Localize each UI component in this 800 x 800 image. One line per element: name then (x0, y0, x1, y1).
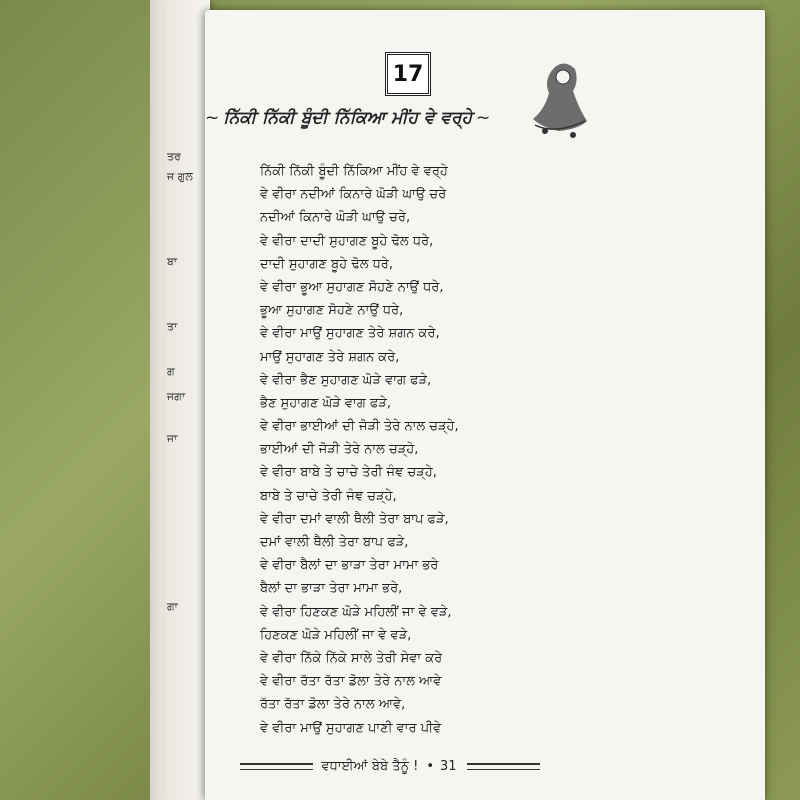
poem-title (205, 108, 525, 128)
left-page-text: ਜ ਗੁਲ (167, 170, 193, 183)
verse-line: ਬੈਲਾਂ ਦਾ ਭਾੜਾ ਤੇਰਾ ਮਾਮਾ ਭਰੇ, (260, 581, 403, 597)
verse-line: ਦਾਦੀ ਸੁਹਾਗਣ ਬੂਹੇ ਢੋਲ ਧਰੇ, (260, 256, 393, 272)
verse-line: ਬਾਬੇ ਤੇ ਚਾਚੇ ਤੇਰੀ ਜੰਞ ਚੜ੍ਹੇ, (260, 488, 397, 504)
page-number: 31 (440, 758, 457, 774)
verse-line: ਵੇ ਵੀਰਾ ਭੈਣ ਸੁਹਾਗਣ ਘੋੜੇ ਵਾਗ ਫੜੇ, (260, 372, 432, 388)
verse-line: ਨਿੱਕੀ ਨਿੱਕੀ ਬੂੰਦੀ ਨਿੱਕਿਆ ਮੀਂਹ ਵੇ ਵਰ੍ਹੇ (260, 164, 448, 179)
footer-rule-left (240, 763, 313, 770)
left-page-text: ਜਗਾ (167, 390, 185, 403)
verse-line: ਵੇ ਵੀਰਾ ਦਮਾਂ ਵਾਲੀ ਥੈਲੀ ਤੇਰਾ ਬਾਪ ਫੜੇ, (260, 511, 449, 527)
verse-line: ਹਿਣਕਣ ਘੋੜੇ ਮਹਿਲੀਂ ਜਾ ਵੇ ਵੜੇ, (260, 627, 412, 643)
left-page-text: ਗ (167, 365, 175, 378)
verse-line: ਭਾਈਆਂ ਦੀ ਜੋੜੀ ਤੇਰੇ ਨਾਲ ਚੜ੍ਹੇ, (260, 442, 419, 458)
verse-line: ਵੇ ਵੀਰਾ ਮਾਉਂ ਸੁਹਾਗਣ ਪਾਣੀ ਵਾਰ ਪੀਵੇ (260, 720, 442, 736)
verse-line: ਭੈਣ ਸੁਹਾਗਣ ਘੋੜੇ ਵਾਗ ਫੜੇ, (260, 395, 392, 411)
left-page-text: ਜਾ (167, 432, 178, 445)
verse-line: ਵੇ ਵੀਰਾ ਨਿੱਕੇ ਨਿੱਕੇ ਸਾਲੇ ਤੇਰੀ ਸੇਵਾ ਕਰੇ (260, 650, 443, 666)
footer-bullet: • (426, 758, 435, 774)
verse-line: ਮਾਉਂ ਸੁਹਾਗਣ ਤੇਰੇ ਸ਼ਗਨ ਕਰੇ, (260, 349, 400, 365)
woman-illustration-icon (525, 55, 595, 145)
chapter-number-box (385, 52, 431, 96)
footer-rule-right (467, 763, 540, 770)
verse-line: ਵੇ ਵੀਰਾ ਨਦੀਆਂ ਕਿਨਾਰੇ ਘੋੜੀ ਘਾਉ ਚਰੇ (260, 187, 447, 203)
left-page-text: ਬਾ (167, 255, 178, 268)
verse-line: ਵੇ ਵੀਰਾ ਮਾਉਂ ਸੁਹਾਗਣ ਤੇਰੇ ਸ਼ਗਨ ਕਰੇ, (260, 326, 440, 342)
title-left-flourish: ~ (205, 108, 220, 128)
verse-line: ਵੇ ਵੀਰਾ ਹਿਣਕਣ ਘੋੜੇ ਮਹਿਲੀਂ ਜਾ ਵੇ ਵੜੇ, (260, 604, 452, 620)
left-page-text: ਗਾ (167, 600, 178, 613)
verse-line: ਦਮਾਂ ਵਾਲੀ ਥੈਲੀ ਤੇਰਾ ਬਾਪ ਫੜੇ, (260, 535, 409, 550)
verse-line: ਰੱਤਾ ਰੱਤਾ ਡੋਲਾ ਤੇਰੇ ਨਾਲ ਆਵੇ, (260, 697, 406, 713)
verse-line: ਵੇ ਵੀਰਾ ਦਾਦੀ ਸੁਹਾਗਣ ਬੂਹੇ ਢੋਲ ਧਰੇ, (260, 233, 434, 249)
verse-line: ਵੇ ਵੀਰਾ ਰੱਤਾ ਰੱਤਾ ਡੋਲਾ ਤੇਰੇ ਨਾਲ ਆਵੇ (260, 674, 442, 690)
left-page-text: ਤਰ (167, 150, 181, 163)
chapter-number: 17 (392, 61, 424, 87)
poem-verses (260, 160, 590, 740)
verse-line: ਵੇ ਵੀਰਾ ਬੈਲਾਂ ਦਾ ਭਾੜਾ ਤੇਰਾ ਮਾਮਾ ਭਰੇ (260, 558, 439, 574)
verse-line: ਨਦੀਆਂ ਕਿਨਾਰੇ ਘੋੜੀ ਘਾਉ ਚਰੇ, (260, 210, 411, 226)
book-page (205, 10, 765, 800)
verse-line: ਵੇ ਵੀਰਾ ਭਾਈਆਂ ਦੀ ਜੋੜੀ ਤੇਰੇ ਨਾਲ ਚੜ੍ਹੇ, (260, 419, 459, 435)
verse-line: ਵੇ ਵੀਰਾ ਬਾਬੇ ਤੇ ਚਾਚੇ ਤੇਰੀ ਜੰਞ ਚੜ੍ਹੇ, (260, 465, 437, 481)
title-right-flourish: ~ (476, 108, 491, 128)
verse-line: ਭੂਆ ਸੁਹਾਗਣ ਸੋਹਣੇ ਨਾਉਂ ਧਰੇ, (260, 303, 404, 319)
left-page (165, 0, 210, 800)
left-page-text: ਤਾ (167, 320, 178, 333)
title-text: ਨਿੱਕੀ ਨਿੱਕੀ ਬੂੰਦੀ ਨਿੱਕਿਆ ਮੀਂਹ ਵੇ ਵਰ੍ਹੇ (223, 108, 473, 128)
page-footer (240, 756, 540, 776)
footer-book-title: ਵਧਾਈਆਂ ਬੇਬੇ ਤੈਨੂੰ ! (321, 758, 419, 774)
verse-line: ਵੇ ਵੀਰਾ ਭੂਆ ਸੁਹਾਗਣ ਸੋਹਣੇ ਨਾਉਂ ਧਰੇ, (260, 279, 444, 295)
